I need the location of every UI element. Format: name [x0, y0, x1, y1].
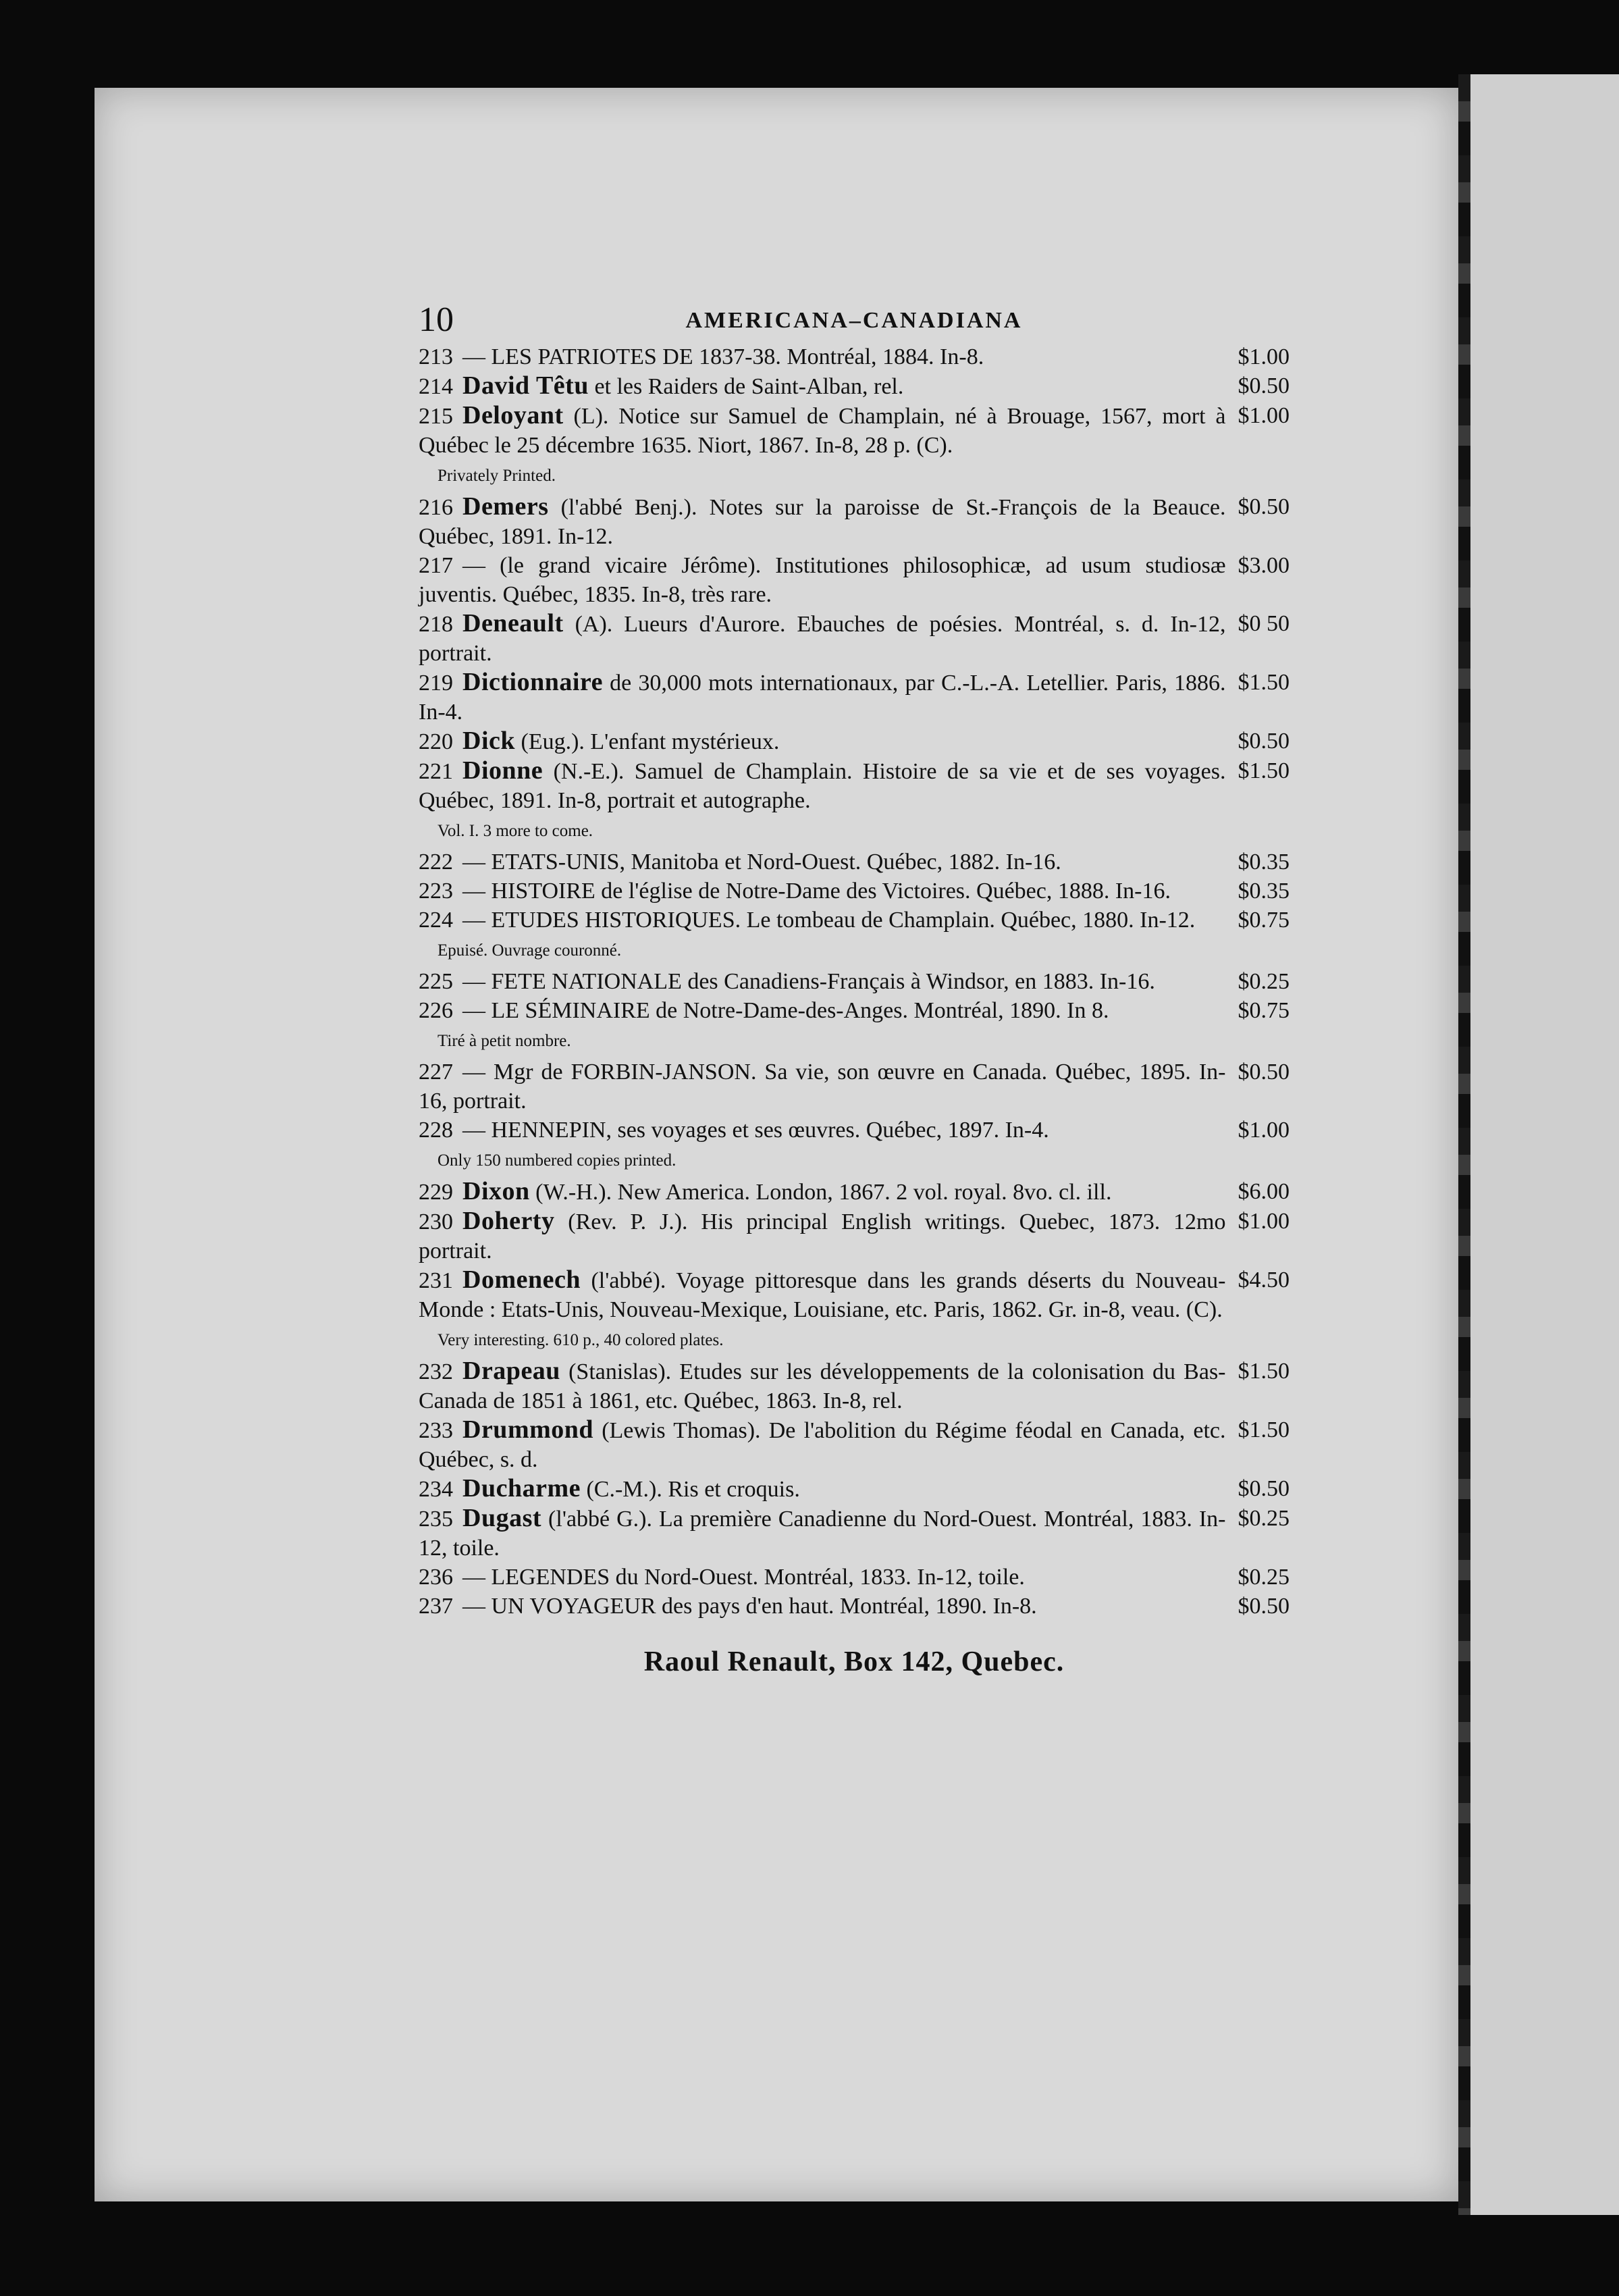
entry-number: 221: [419, 759, 453, 784]
entry-description: — FETE NATIONALE des Canadiens-Français à Windsor, en 1883. In-16.: [462, 969, 1155, 994]
entry-number: 217: [419, 553, 453, 578]
entry-price: $1.00: [1238, 1118, 1290, 1143]
publisher-footer: Raoul Renault, Box 142, Quebec.: [643, 1646, 1065, 1677]
entry-price: $0.50: [1238, 1594, 1290, 1619]
entry-number: 216: [419, 495, 453, 520]
entry-line: [419, 401, 1290, 460]
entry-description: — HENNEPIN, ses voyages et ses œuvres. Québec, 1897. In-4.: [462, 1118, 1049, 1143]
catalogue-entry: [419, 1415, 1290, 1474]
entry-author: Drummond: [462, 1415, 594, 1444]
entry-description: (N.-E.). Samuel de Champlain. Histoire de sa vie et de ses voyages. Québec, 1891. In-8, portrait et autographe.: [419, 759, 1226, 813]
entry-note: Epuisé. Ouvrage couronné.: [437, 941, 622, 960]
catalogue-entry: [419, 1207, 1290, 1266]
entry-description: (C.-M.). Ris et croquis.: [586, 1477, 800, 1502]
entry-description: (l'abbé G.). La première Canadienne du Nord-Ouest. Montréal, 1883. In-12, toile.: [419, 1507, 1226, 1561]
entry-price: $0.35: [1238, 850, 1290, 875]
entry-line: [419, 1357, 1290, 1415]
page-content: [419, 301, 1290, 1677]
entry-price: $0.50: [1238, 729, 1290, 754]
entry-author: Drapeau: [462, 1357, 560, 1385]
entry-description: — Mgr de FORBIN-JANSON. Sa vie, son œuvre en Canada. Québec, 1895. In-16, portrait.: [419, 1060, 1226, 1114]
catalogue-entry: [419, 668, 1290, 727]
entry-author: Deloyant: [462, 401, 564, 429]
entry-price: $0.50: [1238, 1476, 1290, 1501]
entry-number: 220: [419, 729, 453, 754]
entry-price: $1.00: [1238, 403, 1290, 428]
entry-price: $0.25: [1238, 1565, 1290, 1590]
entry-description: (L). Notice sur Samuel de Champlain, né à Brouage, 1567, mort à Québec le 25 décembre 1635. Niort, 1867. In-8, 28 p. (C).: [419, 404, 1226, 458]
entry-line: [419, 756, 1290, 815]
entry-line: [419, 551, 1290, 609]
entry-author: Domenech: [462, 1266, 581, 1294]
entry-line: [419, 1266, 1290, 1324]
entry-number: 214: [419, 374, 453, 399]
page-number: 10: [419, 301, 454, 339]
entry-description: (A). Lueurs d'Aurore. Ebauches de poésies. Montréal, s. d. In-12, portrait.: [419, 612, 1226, 666]
entry-line: [419, 727, 1290, 756]
entry-note: Vol. I. 3 more to come.: [437, 822, 593, 840]
entry-line: [419, 342, 1290, 371]
entry-line: [419, 1563, 1290, 1592]
entry-author: Dionne: [462, 756, 543, 785]
catalogue-entry: [419, 1357, 1290, 1415]
entry-number: 235: [419, 1507, 453, 1532]
entry-number: 223: [419, 879, 453, 904]
entry-line: [419, 967, 1290, 996]
entry-number: 227: [419, 1060, 453, 1085]
entry-line: [419, 877, 1290, 906]
entry-author: Ducharme: [462, 1474, 581, 1503]
catalogue-entry: [419, 1504, 1290, 1563]
entry-line: [419, 492, 1290, 551]
catalogue-entries: [419, 342, 1290, 1621]
entry-price: $0.50: [1238, 494, 1290, 519]
entry-description: et les Raiders de Saint-Alban, rel.: [594, 374, 904, 399]
entry-line: [419, 1504, 1290, 1563]
entry-line: [419, 906, 1290, 935]
catalogue-entry: [419, 1592, 1290, 1621]
entry-line: [419, 1177, 1290, 1207]
entry-author: Dick: [462, 727, 515, 755]
entry-price: $0.25: [1238, 969, 1290, 994]
entry-number: 224: [419, 908, 453, 933]
entry-price: $0.75: [1238, 998, 1290, 1023]
entry-line: [419, 1207, 1290, 1266]
entry-description: — LES PATRIOTES DE 1837-38. Montréal, 1884. In-8.: [462, 344, 984, 369]
running-title: AMERICANA–CANADIANA: [685, 308, 1023, 333]
catalogue-entry: [419, 906, 1290, 963]
entry-author: Deneault: [462, 609, 564, 637]
catalogue-entry: [419, 1058, 1290, 1116]
entry-number: 219: [419, 671, 453, 696]
entry-author: Dugast: [462, 1504, 542, 1532]
catalogue-entry: [419, 1563, 1290, 1592]
entry-description: (Rev. P. J.). His principal English writings. Quebec, 1873. 12mo portrait.: [419, 1209, 1226, 1263]
entry-description: (l'abbé Benj.). Notes sur la paroisse de St.-François de la Beauce. Québec, 1891. In-12.: [419, 495, 1226, 549]
catalogue-entry: [419, 551, 1290, 609]
catalogue-entry: [419, 401, 1290, 488]
catalogue-entry: [419, 371, 1290, 401]
catalogue-entry: [419, 967, 1290, 996]
catalogue-entry: [419, 996, 1290, 1053]
catalogue-entry: [419, 1116, 1290, 1173]
entry-number: 231: [419, 1268, 453, 1293]
entry-price: $0.50: [1238, 1060, 1290, 1085]
entry-description: — ETUDES HISTORIQUES. Le tombeau de Champlain. Québec, 1880. In-12.: [462, 908, 1196, 933]
entry-description: — (le grand vicaire Jérôme). Institutiones philosophicæ, ad usum studiosæ juventis. Québec, 1835. In-8, très rare.: [419, 553, 1226, 607]
entry-price: $1.50: [1238, 1417, 1290, 1442]
entry-line: [419, 668, 1290, 727]
entry-number: 228: [419, 1118, 453, 1143]
entry-price: $0 50: [1238, 611, 1290, 636]
entry-price: $0.50: [1238, 373, 1290, 398]
entry-description: (W.-H.). New America. London, 1867. 2 vol. royal. 8vo. cl. ill.: [535, 1180, 1112, 1205]
entry-line: [419, 1592, 1290, 1621]
entry-line: [419, 371, 1290, 401]
catalogue-entry: [419, 1266, 1290, 1353]
entry-description: — HISTOIRE de l'église de Notre-Dame des Victoires. Québec, 1888. In-16.: [462, 879, 1171, 904]
adjacent-page-edge: [1458, 74, 1619, 2215]
catalogue-entry: [419, 727, 1290, 756]
entry-number: 226: [419, 998, 453, 1023]
entry-number: 222: [419, 850, 453, 875]
entry-line: [419, 1116, 1290, 1145]
entry-number: 213: [419, 344, 453, 369]
entry-line: [419, 996, 1290, 1025]
catalogue-entry: [419, 492, 1290, 551]
entry-number: 218: [419, 612, 453, 637]
entry-number: 234: [419, 1477, 453, 1502]
entry-description: (l'abbé). Voyage pittoresque dans les grands déserts du Nouveau-Monde : Etats-Unis, Nouveau-Mexique, Louisiane, etc. Paris, 1862. Gr. in-8, veau. (C).: [419, 1268, 1226, 1322]
entry-author: Dictionnaire: [462, 668, 603, 696]
entry-description: (Stanislas). Etudes sur les développements de la colonisation du Bas-Canada de 1851 à 1861, etc. Québec, 1863. In-8, rel.: [419, 1359, 1226, 1413]
entry-author: Demers: [462, 492, 549, 521]
entry-price: $0.35: [1238, 879, 1290, 904]
entry-description: — LE SÉMINAIRE de Notre-Dame-des-Anges. Montréal, 1890. In 8.: [462, 998, 1109, 1023]
entry-note: Privately Printed.: [437, 467, 556, 485]
entry-price: $1.50: [1238, 670, 1290, 695]
entry-number: 232: [419, 1359, 453, 1384]
entry-author: Dixon: [462, 1177, 530, 1205]
entry-number: 236: [419, 1565, 453, 1590]
entry-author: David Têtu: [462, 371, 589, 400]
catalogue-entry: [419, 1474, 1290, 1504]
entry-description: de 30,000 mots internationaux, par C.-L.-A. Letellier. Paris, 1886. In-4.: [419, 671, 1226, 725]
entry-price: $3.00: [1238, 553, 1290, 578]
entry-number: 237: [419, 1594, 453, 1619]
page-header: [419, 301, 1290, 340]
catalogue-entry: [419, 756, 1290, 843]
entry-description: (Lewis Thomas). De l'abolition du Régime féodal en Canada, etc. Québec, s. d.: [419, 1418, 1226, 1472]
catalogue-entry: [419, 877, 1290, 906]
entry-price: $1.00: [1238, 1209, 1290, 1234]
entry-price: $4.50: [1238, 1268, 1290, 1293]
entry-number: 233: [419, 1418, 453, 1443]
entry-number: 229: [419, 1180, 453, 1205]
entry-price: $1.50: [1238, 1359, 1290, 1384]
entry-price: $0.25: [1238, 1506, 1290, 1531]
entry-number: 215: [419, 404, 453, 429]
entry-note: Only 150 numbered copies printed.: [437, 1151, 676, 1170]
catalogue-entry: [419, 609, 1290, 668]
entry-note: Very interesting. 610 p., 40 colored plates.: [437, 1331, 724, 1349]
entry-price: $1.00: [1238, 344, 1290, 369]
entry-number: 225: [419, 969, 453, 994]
entry-description: — LEGENDES du Nord-Ouest. Montréal, 1833. In-12, toile.: [462, 1565, 1025, 1590]
entry-line: [419, 1058, 1290, 1116]
entry-price: $6.00: [1238, 1179, 1290, 1204]
entry-author: Doherty: [462, 1207, 555, 1235]
entry-note: Tiré à petit nombre.: [437, 1032, 571, 1050]
entry-line: [419, 1415, 1290, 1474]
entry-price: $0.75: [1238, 908, 1290, 933]
catalogue-entry: [419, 847, 1290, 877]
entry-line: [419, 1474, 1290, 1504]
entry-description: — UN VOYAGEUR des pays d'en haut. Montréal, 1890. In-8.: [462, 1594, 1037, 1619]
entry-line: [419, 609, 1290, 668]
entry-number: 230: [419, 1209, 453, 1234]
catalogue-entry: [419, 342, 1290, 371]
entry-line: [419, 847, 1290, 877]
entry-description: (Eug.). L'enfant mystérieux.: [521, 729, 780, 754]
catalogue-entry: [419, 1177, 1290, 1207]
entry-description: — ETATS-UNIS, Manitoba et Nord-Ouest. Québec, 1882. In-16.: [462, 850, 1061, 875]
entry-price: $1.50: [1238, 758, 1290, 783]
